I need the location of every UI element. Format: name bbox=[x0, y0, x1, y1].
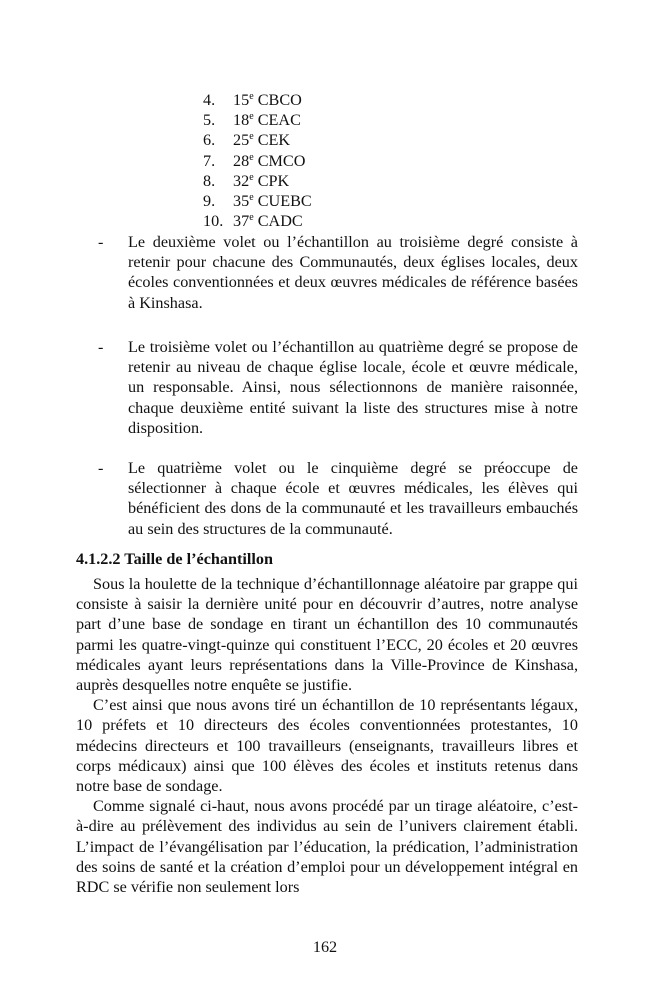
list-number: 10. bbox=[203, 212, 224, 231]
page-number: 162 bbox=[312, 938, 338, 956]
ordinal: 25e bbox=[233, 131, 254, 150]
dash-list-item bbox=[98, 337, 578, 438]
dash-item-text: Le troisième volet ou l’échantillon au quatrième degré se propose de retenir au niveau de chaque église locale, école et œuvre médicale, un responsable. Ainsi, nous sélectionnons de manière raisonnée, chaque deuxième entité suivant la liste des structures mise à notre disposition. bbox=[128, 338, 578, 437]
list-item bbox=[203, 110, 312, 130]
community-name: CADC bbox=[257, 212, 303, 231]
dash-list-item bbox=[98, 232, 578, 313]
ordinal: 28e bbox=[233, 151, 254, 170]
list-item bbox=[203, 171, 312, 191]
list-number: 9. bbox=[203, 191, 216, 210]
community-name: CBCO bbox=[257, 91, 302, 109]
list-item bbox=[203, 90, 312, 110]
section-heading: 4.1.2.2 Taille de l’échantillon bbox=[76, 550, 273, 568]
dash-bullet: - bbox=[98, 459, 104, 477]
paragraph: Comme signalé ci-haut, nous avons procédé par un tirage aléatoire, c’est-à-dire au prélèvement des individus au sein de l’univers clairement établi. L’impact de l’évangélisation par l’éducation, la prédication, l’administration des soins de santé et la création d’emploi pour un développement intégral en RDC se vérifie non seulement lors bbox=[76, 797, 578, 897]
ordinal: 32e bbox=[233, 171, 254, 190]
dash-item-text: Le deuxième volet ou l’échantillon au troisième degré consiste à retenir pour chacune des Communautés, deux églises locales, deux écoles conventionnées et deux œuvres médicales de référence basées à Kinshasa. bbox=[128, 233, 578, 312]
paragraph: C’est ainsi que nous avons tiré un échantillon de 10 représentants légaux, 10 préfets et 10 directeurs des écoles conventionnées protestantes, 10 médecins directeurs et 100 travailleurs (enseignants, travailleurs libres et corps médicaux) ainsi que 100 élèves des écoles et instituts retenus dans notre base de sondage. bbox=[76, 696, 578, 796]
community-name: CMCO bbox=[257, 151, 306, 170]
list-number: 6. bbox=[203, 131, 216, 150]
list-item bbox=[203, 211, 312, 231]
community-name: CEK bbox=[257, 131, 291, 150]
dash-bullet: - bbox=[98, 233, 104, 251]
ordinal: 15e bbox=[233, 91, 254, 109]
list-item bbox=[203, 130, 312, 150]
community-name: CUEBC bbox=[257, 191, 312, 210]
dash-item-text: Le quatrième volet ou le cinquième degré se préoccupe de sélectionner à chaque école et œuvres médicales, les élèves qui bénéficient des dons de la communauté et les travailleurs embauchés au sein des structures de la communauté. bbox=[128, 459, 578, 538]
list-number: 4. bbox=[203, 91, 216, 109]
community-name: CPK bbox=[257, 171, 290, 190]
list-number: 8. bbox=[203, 171, 216, 190]
paragraph: Sous la houlette de la technique d’échantillonnage aléatoire par grappe qui consiste à saisir la dernière unité pour en découvrir d’autres, notre analyse part d’une base de sondage en tirant un échantillon des 10 communautés parmi les quatre-vingt-quinze qui constituent l’ECC, 20 écoles et 20 œuvres médicales ayant leurs représentations dans la Ville-Province de Kinshasa, auprès desquelles notre enquête se justifie. bbox=[76, 575, 578, 695]
dash-bullet: - bbox=[98, 338, 104, 356]
body-text bbox=[76, 574, 578, 897]
community-name: CEAC bbox=[257, 111, 301, 130]
ordinal: 18e bbox=[233, 111, 254, 130]
list-number: 7. bbox=[203, 151, 216, 170]
list-item bbox=[203, 191, 312, 211]
ordinal: 35e bbox=[233, 191, 254, 210]
ordinal: 37e bbox=[233, 212, 254, 231]
list-number: 5. bbox=[203, 111, 216, 130]
list-item bbox=[203, 151, 312, 171]
dash-list-item bbox=[98, 458, 578, 539]
community-numbered-list bbox=[203, 90, 312, 231]
